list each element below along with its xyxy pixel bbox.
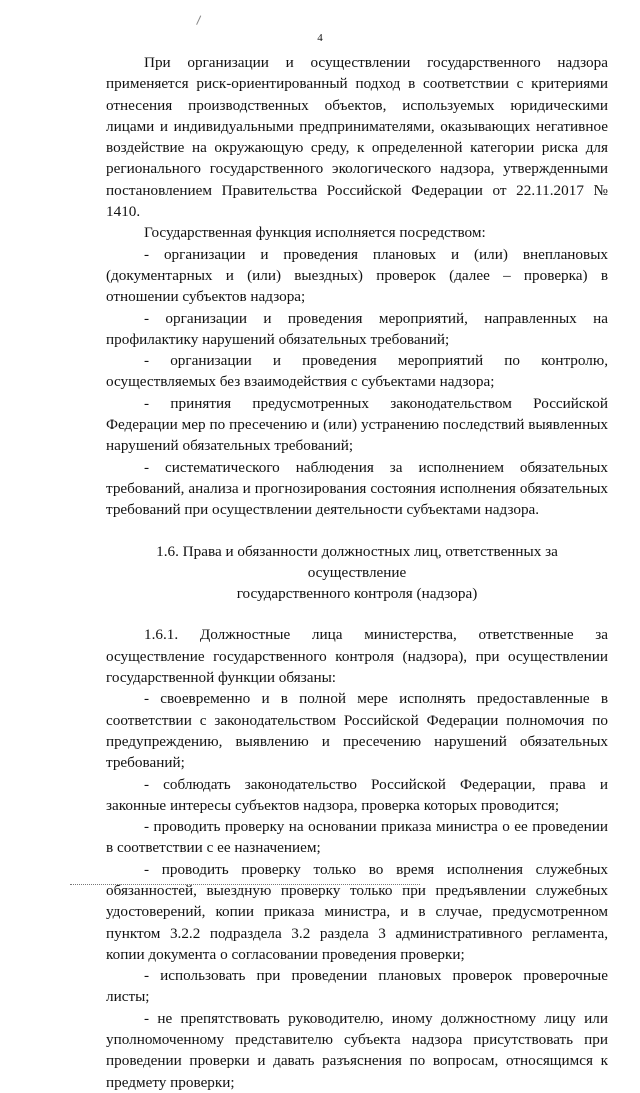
list-item-control-measures: - организации и проведения мероприятий по контролю, осуществляемых без взаимодействия с субъектами надзора; — [106, 352, 608, 391]
list-item-order-basis: - проводить проверку на основании приказа министра о ее проведении в соответствии с ее назначением; — [106, 818, 608, 857]
list-item-monitoring: - систематического наблюдения за исполнением обязательных требований, анализа и прогнозирования состояния исполнения обязательных требований при осуществлении деятельности субъектами надзора. — [106, 458, 608, 519]
section-heading — [106, 541, 608, 605]
list-item-exercise-powers: - своевременно и в полной мере исполнять предоставленные в соответствии с законодательством Российской Федерации полномочия по предупреждению, выявлению и пресечению нарушений обязательных требований; — [106, 690, 608, 772]
list-item-duty-hours: - проводить проверку только во время исполнения служебных обязанностей, выездную проверку только при предъявлении служебных удостоверений, копии приказа министра, и в случае, предусмотренном пунктом 3.2.2 подраздела 3.2 раздела 3 административного регламента, копии документа о согласовании проведения проверки; — [106, 860, 608, 963]
section-heading-line2: государственного контроля (надзора) — [236, 585, 478, 603]
list-item-inspections: - организации и проведения плановых и (или) внеплановых (документарных и (или) выездных) проверок (далее – проверка) в отношении субъектов надзора; — [106, 245, 608, 306]
list-item-representative-presence: - не препятствовать руководителю, иному должностному лицу или уполномоченному представителю субъекта надзора присутствовать при проведении проверки и давать разъяснения по вопросам, относящимся к предмету проверки; — [106, 1009, 608, 1091]
scan-bottom-line — [70, 884, 420, 885]
paragraph-function-intro: Государственная функция исполняется посредством: — [144, 224, 486, 242]
page-number: 4 — [317, 32, 323, 44]
section-heading-line1: 1.6. Права и обязанности должностных лиц, ответственных за осуществление — [156, 542, 558, 581]
scan-artifact-mark — [196, 15, 205, 26]
list-item-prevention: - организации и проведения мероприятий, направленных на профилактику нарушений обязательных требований; — [106, 309, 608, 348]
list-item-checklists: - использовать при проведении плановых проверок проверочные листы; — [106, 967, 608, 1006]
paragraph-officials-obliged: 1.6.1. Должностные лица министерства, ответственные за осуществление государственного контроля (надзора), при осуществлении государственной функции обязаны: — [106, 626, 608, 687]
list-item-suppression: - принятия предусмотренных законодательством Российской Федерации мер по пресечению и (или) устранению последствий выявленных нарушений обязательных требований; — [106, 394, 608, 455]
paragraph-risk-approach: При организации и осуществлении государственного надзора применяется риск-ориентированный подход в соответствии с критериями отнесения производственных объектов, используемых юридическими лицами и индивидуальными предпринимателями, оказывающих негативное воздействие на окружающую среду, к определенной категории риска для регионального государственного экологического надзора, утвержденными постановлением Правительства Российской Федерации от 22.11.2017 № 1410. — [106, 54, 608, 221]
list-item-observe-law: - соблюдать законодательство Российской Федерации, права и законные интересы субъектов надзора, проверка которых проводится; — [106, 775, 608, 814]
document-body — [106, 52, 608, 1093]
